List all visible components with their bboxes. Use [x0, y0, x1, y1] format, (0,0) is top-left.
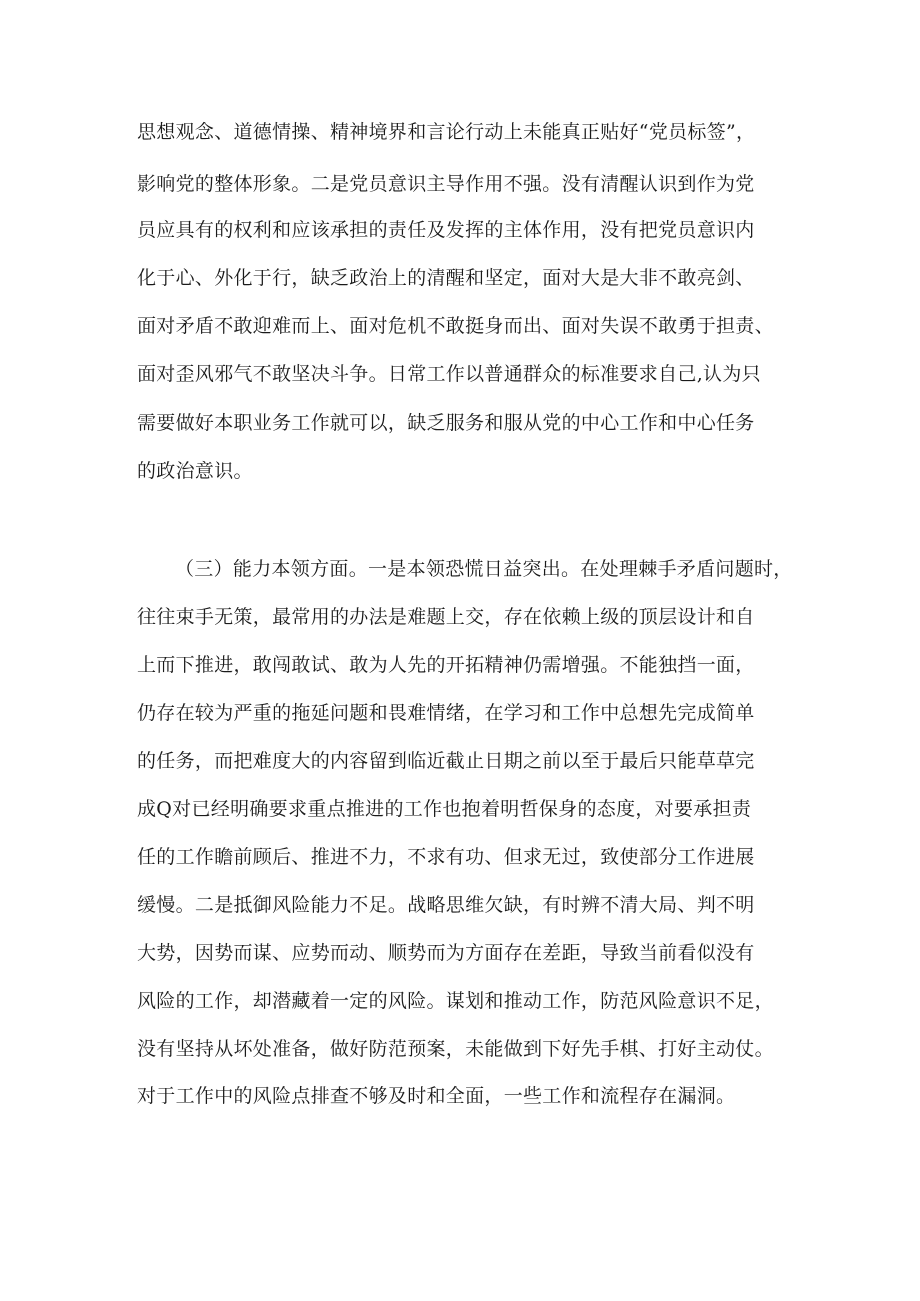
- paragraph-line: 思想观念、道德情操、精神境界和言论行动上未能真正贴好“党员标签”，: [137, 121, 756, 143]
- paragraph-line: 影响党的整体形象。二是党员意识主导作用不强。没有清醒认识到作为党: [137, 173, 755, 195]
- paragraph-line: 成Q对已经明确要求重点推进的工作也抱着明哲保身的态度，对要承担责: [137, 798, 752, 820]
- paragraph-line: 对于工作中的风险点排查不够及时和全面，一些工作和流程存在漏洞。: [137, 1085, 736, 1107]
- paragraph-line: 大势，因势而谋、应势而动、顺势而为方面存在差距，导致当前看似没有: [137, 942, 755, 964]
- paragraph-line: 上而下推进，敢闯敢试、敢为人先的开拓精神仍需增强。不能独挡一面，: [137, 654, 755, 676]
- paragraph-line: 任的工作瞻前顾后、推进不力，不求有功、但求无过，致使部分工作进展: [137, 846, 755, 868]
- paragraph-line: 仍存在较为严重的拖延问题和畏难情绪，在学习和工作中总想先完成简单: [137, 702, 755, 724]
- paragraph-line: 的任务，而把难度大的内容留到临近截止日期之前以至于最后只能草草完: [137, 750, 755, 772]
- paragraph-line: 化于心、外化于行，缺乏政治上的清醒和坚定，面对大是大非不敢亮剑、: [137, 267, 755, 289]
- paragraph-line: 需要做好本职业务工作就可以，缺乏服务和服从党的中心工作和中心任务: [137, 412, 755, 434]
- paragraph-line: 面对歪风邪气不敢坚决斗争。日常工作以普通群众的标准要求自己,认为只: [137, 363, 761, 385]
- paragraph-line: 缓慢。二是抵御风险能力不足。战略思维欠缺，有时辨不清大局、判不明: [137, 894, 755, 916]
- paragraph-line: 往往束手无策，最常用的办法是难题上交，存在依赖上级的顶层设计和自: [137, 606, 755, 628]
- paragraph-line: 没有坚持从坏处准备，做好防范预案，未能做到下好先手棋、打好主动仗。: [137, 1038, 774, 1060]
- paragraph-line: 面对矛盾不敢迎难而上、面对危机不敢挺身而出、面对失误不敢勇于担责、: [137, 315, 774, 337]
- paragraph-line: 的政治意识。: [137, 460, 253, 482]
- paragraph-line: （三）能力本领方面。一是本领恐慌日益突出。在处理棘手矛盾问题时，: [175, 558, 793, 580]
- paragraph-line: 风险的工作，却潜藏着一定的风险。谋划和推动工作，防范风险意识不足，: [137, 990, 774, 1012]
- paragraph-line: 员应具有的权利和应该承担的责任及发挥的主体作用，没有把党员意识内: [137, 219, 755, 241]
